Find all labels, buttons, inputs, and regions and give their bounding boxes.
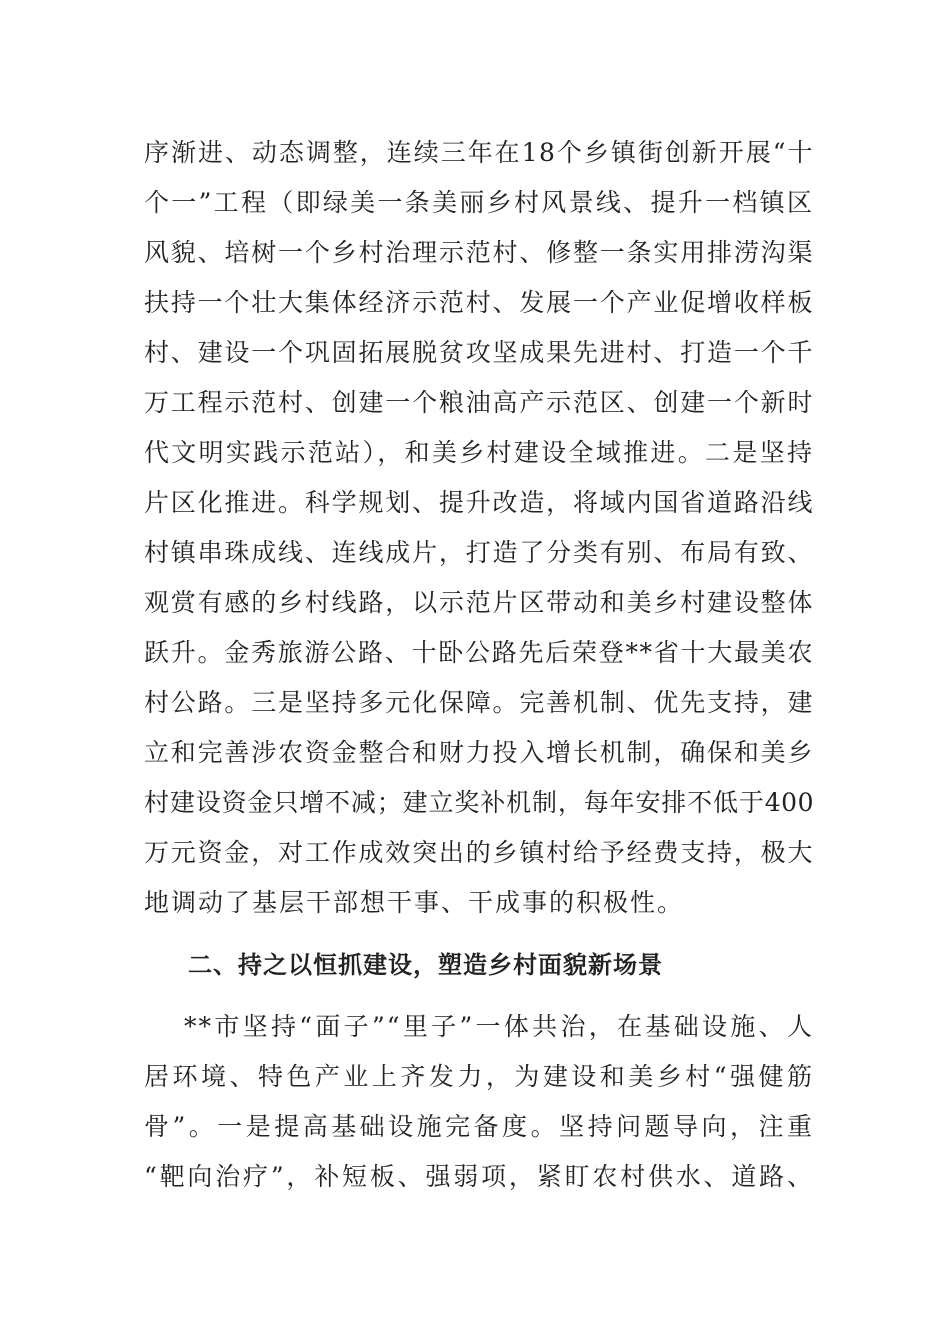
text-line: 村镇串珠成线、连线成片，打造了分类有别、布局有致、 [144,538,814,567]
text-line: 个一”工程（即绿美一条美丽乡村风景线、提升一档镇区 [144,188,814,217]
text-line: 村建设资金只增不减；建立奖补机制，每年安排不低于400 [144,788,814,817]
document-body [144,128,814,1202]
text-line: 代文明实践示范站），和美乡村建设全域推进。二是坚持 [144,438,814,467]
section-heading: 二、持之以恒抓建设，塑造乡村面貌新场景 [188,951,663,979]
text-line: 跃升。金秀旅游公路、十卧公路先后荣登**省十大最美农 [144,638,814,667]
text-line: 万工程示范村、创建一个粮油高产示范区、创建一个新时 [144,388,814,417]
text-line: **市坚持“面子”“里子”一体共治，在基础设施、人 [184,1012,814,1041]
text-line: 万元资金，对工作成效突出的乡镇村给予经费支持，极大 [144,838,814,867]
text-line: 立和完善涉农资金整合和财力投入增长机制，确保和美乡 [144,738,814,767]
text-line: 观赏有感的乡村线路，以示范片区带动和美乡村建设整体 [144,588,814,617]
text-line: 序渐进、动态调整，连续三年在18个乡镇街创新开展“十 [144,138,814,167]
text-line: 风貌、培树一个乡村治理示范村、修整一条实用排涝沟渠 [144,238,814,267]
text-line: 村公路。三是坚持多元化保障。完善机制、优先支持，建 [144,688,814,717]
paragraph-2 [144,1002,814,1202]
text-line: 扶持一个壮大集体经济示范村、发展一个产业促增收样板 [144,288,814,317]
text-line: “靶向治疗”，补短板、强弱项，紧盯农村供水、道路、 [144,1162,814,1191]
paragraph-1 [144,128,814,928]
text-line: 地调动了基层干部想干事、干成事的积极性。 [144,888,685,917]
text-line: 居环境、特色产业上齐发力，为建设和美乡村“强健筋 [144,1062,814,1091]
text-line: 骨”。一是提高基础设施完备度。坚持问题导向，注重 [144,1112,814,1141]
text-line: 村、建设一个巩固拓展脱贫攻坚成果先进村、打造一个千 [144,338,814,367]
text-line: 片区化推进。科学规划、提升改造，将域内国省道路沿线 [144,488,814,517]
